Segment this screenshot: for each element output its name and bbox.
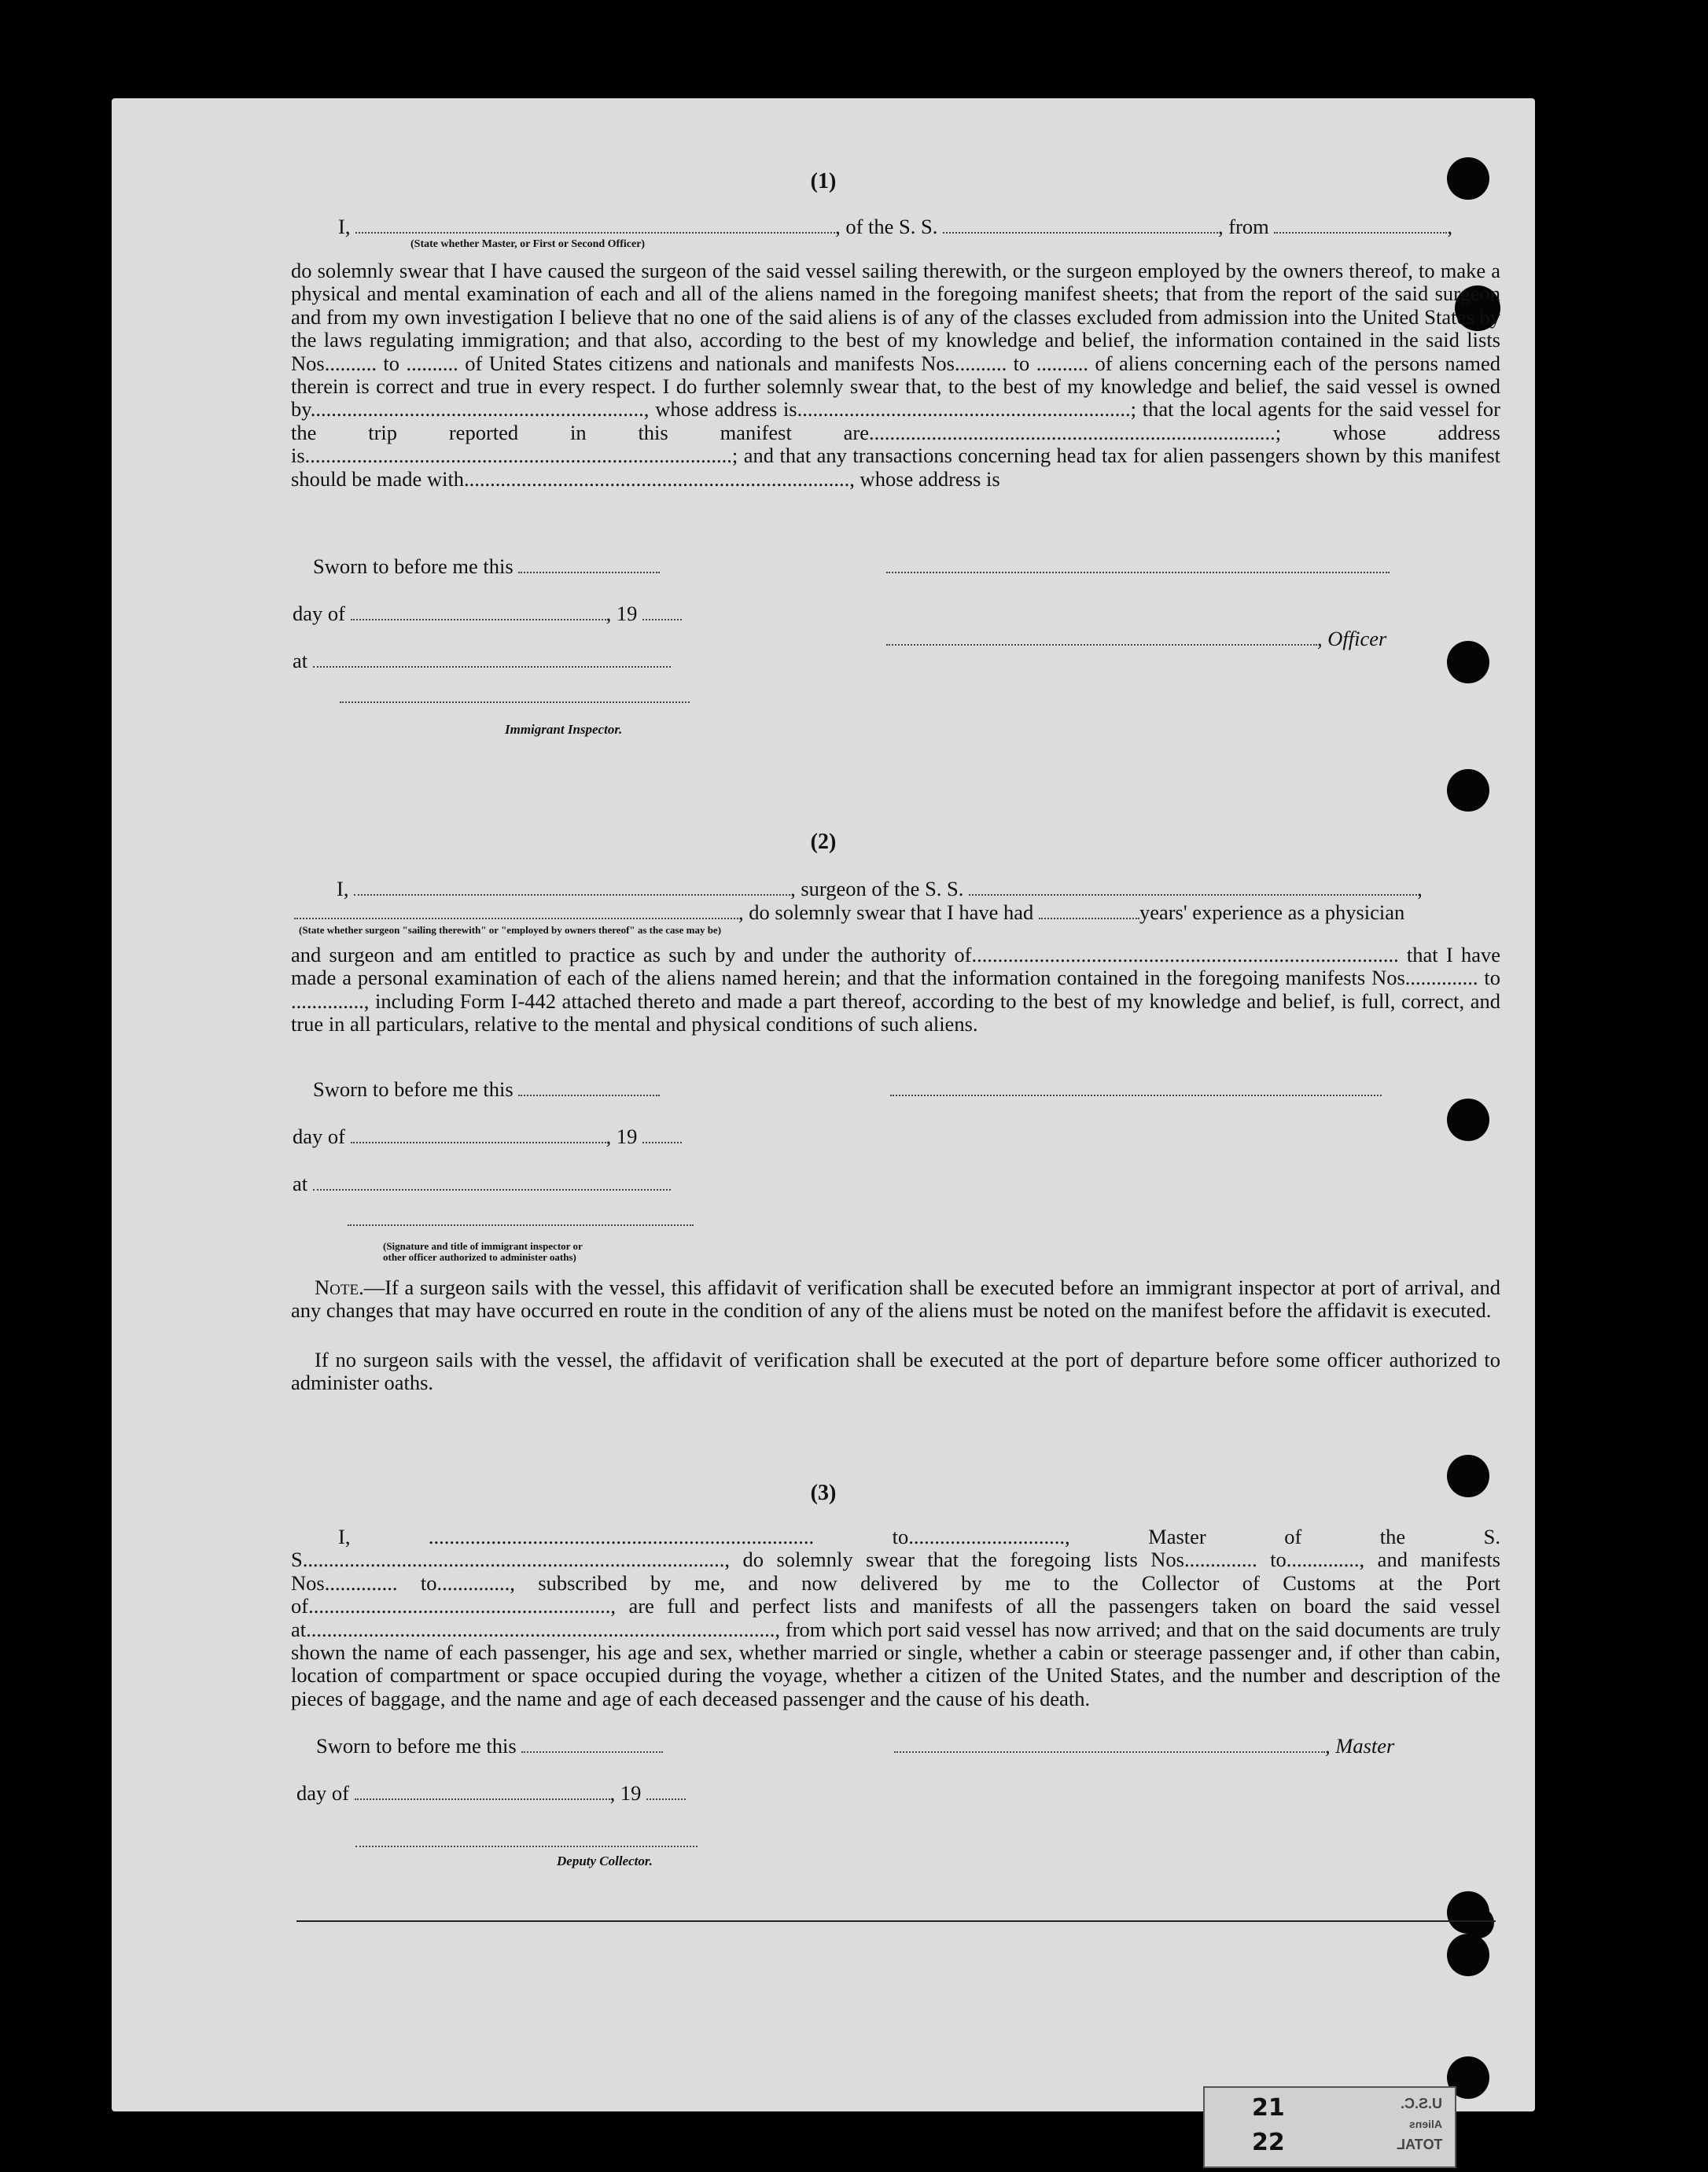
section-1-paragraph: do solemnly swear that I have caused the surgeon of the said vessel sailing therewith, or the surgeon employed by the owners thereof, to make a physical and mental examination of each and all of the aliens named in the foregoing manifest sheets; that from the report of the said surgeon and from my own investigation I believe that no one of the said aliens is of any of the classes excluded from admission into the United States by the laws regulating immigration; and that also, according to the best of my knowledge and belief, the information contained in the said lists Nos.......... to .......... of United States citizens and nationals and manifests Nos.......... to .......... of aliens concerning each of the persons named therein is correct and true in every respect. I do further solemnly swear that, to the best of my knowledge and belief, the said vessel is owned by................................................................, whose address is................................................................; that the local agents for the said vessel for the trip reported in this manifest are..............................................................................; whose address is..................................................................................; and that any transactions concerning head tax for alien passengers shown by this manifest should be made with.........................................................................., whose address is <box>291 259 1500 491</box>
pronoun-i: I, <box>337 877 349 900</box>
section-1-day-of <box>293 602 682 625</box>
place-blank <box>313 649 671 668</box>
surgeon-name-blank <box>354 877 790 896</box>
place-blank <box>313 1172 671 1191</box>
punch-hole <box>1447 1099 1489 1141</box>
surgeon-type-note: (State whether surgeon "sailing therewith" or "employed by owners thereof" as the case may be) <box>299 924 722 936</box>
section-2-signature-line <box>890 1077 1382 1101</box>
ship-name-blank <box>943 215 1218 234</box>
sworn-date-blank <box>518 1077 660 1096</box>
signature-note-line-2: other officer authorized to administer oaths) <box>383 1251 576 1263</box>
section-2-heading: (2) <box>810 830 837 854</box>
signature-note-line-1: (Signature and title of immigrant inspector or <box>383 1240 583 1252</box>
day-blank <box>355 1781 610 1800</box>
day-of-label: day of <box>293 1125 345 1148</box>
note-label: Note. <box>315 1276 364 1299</box>
section-3-paragraph: I, .......................................................................... to.............................., Master of the S. S................................................................................., do solemnly swear that the foregoing lists Nos.............. to.............., and manifests Nos.............. to.............., subscribed by me, and now delivered by me to the Collector of Customs at the Port of.........................................................., are full and perfect lists and manifests of all the passengers taken on board the said vessel at.........................................................................................., from which port said vessel has now arrived; and that on the said documents are truly shown the name of each passenger, his age and sex, whether married or single, whether a cabin or steerage passenger and, if other than cabin, location of compartment or space occupied during the voyage, whether a citizen of the United States, and the number and description of the pieces of baggage, and the name and age of each deceased passenger and the cause of his death. <box>291 1525 1500 1710</box>
section-3-day-of <box>296 1781 686 1805</box>
handwritten-count-1: 21 <box>1252 2094 1285 2122</box>
master-officer-note: (State whether Master, or First or Second Officer) <box>410 238 646 250</box>
year-label: , 19 <box>606 1125 638 1148</box>
stamp-label-3: TOTAL <box>1396 2137 1442 2152</box>
day-blank <box>351 1125 606 1143</box>
year-blank <box>642 1125 682 1143</box>
ship-name-blank <box>969 877 1417 896</box>
immigrant-inspector-caption: Immigrant Inspector. <box>505 722 623 737</box>
bottom-rule <box>296 1920 1496 1922</box>
sworn-label: Sworn to before me this <box>313 554 514 578</box>
sworn-label: Sworn to before me this <box>313 1077 514 1101</box>
signature-blank <box>890 1077 1382 1096</box>
day-of-label: day of <box>296 1781 349 1805</box>
swear-label: , do solemnly swear that I have had <box>738 900 1034 924</box>
from-label: , from <box>1218 215 1269 238</box>
section-2-second-line <box>294 900 1404 924</box>
note-paragraph <box>291 1276 1500 1347</box>
year-blank <box>646 1781 686 1800</box>
handwritten-count-2: 22 <box>1252 2129 1285 2156</box>
section-2-sworn <box>313 1077 660 1101</box>
section-3-sworn <box>316 1734 663 1758</box>
section-1-first-line <box>338 215 1452 238</box>
year-blank <box>642 602 682 620</box>
punch-hole <box>1447 1934 1489 1976</box>
punch-hole <box>1447 769 1489 812</box>
officer-blank <box>886 627 1317 646</box>
signature-blank <box>886 554 1390 573</box>
master-name-blank <box>355 215 835 234</box>
pronoun-i: I, <box>338 215 351 238</box>
section-2-inspector-line <box>348 1207 694 1231</box>
section-3-heading: (3) <box>810 1481 837 1505</box>
stamp-label-2: Aliens <box>1408 2118 1442 2130</box>
at-label: at <box>293 649 308 672</box>
master-label: , Master <box>1325 1734 1395 1758</box>
at-label: at <box>293 1172 308 1195</box>
ship-label: , of the S. S. <box>835 215 938 238</box>
note-text-2: If no surgeon sails with the vessel, the affidavit of verification shall be executed at the port of departure before some officer authorized to administer oaths. <box>291 1348 1500 1395</box>
section-3-master-line <box>894 1734 1394 1758</box>
section-1-signature-line <box>886 554 1390 578</box>
year-label: , 19 <box>606 602 638 625</box>
collector-signature-blank <box>355 1828 698 1847</box>
sworn-label: Sworn to before me this <box>316 1734 517 1758</box>
inspector-signature-blank <box>340 684 690 703</box>
note-paragraph-2 <box>291 1349 1500 1396</box>
tally-stamp <box>1203 2086 1456 2168</box>
day-of-label: day of <box>293 602 345 625</box>
surgeon-type-blank <box>294 900 738 919</box>
year-label: , 19 <box>609 1781 642 1805</box>
years-blank <box>1039 900 1139 919</box>
years-label: years' experience as a physician <box>1139 900 1405 924</box>
from-blank <box>1274 215 1447 234</box>
sworn-date-blank <box>521 1734 663 1753</box>
sworn-date-blank <box>518 554 660 573</box>
day-blank <box>351 602 606 620</box>
stamp-label-1: U.S.C. <box>1400 2096 1442 2111</box>
section-2-at <box>293 1172 671 1195</box>
section-2-first-line <box>337 877 1423 900</box>
officer-label: , Officer <box>1317 627 1387 650</box>
section-1-sworn <box>313 554 660 578</box>
note-text: —If a surgeon sails with the vessel, this affidavit of verification shall be executed before an immigrant inspector at port of arrival, and any changes that may have occurred en route in the condition of any of the aliens must be noted on the manifest before the affidavit is executed. <box>291 1276 1500 1323</box>
signature-title-note <box>383 1241 583 1263</box>
section-1-heading: (1) <box>810 169 837 193</box>
manifest-page <box>112 98 1535 2156</box>
section-3-collector-line <box>355 1828 698 1852</box>
comma: , <box>1417 877 1423 900</box>
section-2-day-of <box>293 1125 682 1148</box>
comma: , <box>1447 215 1453 238</box>
punch-hole <box>1447 641 1489 683</box>
section-1-inspector-line <box>340 684 690 708</box>
section-2-paragraph: and surgeon and am entitled to practice as such by and under the authority of.................................................................................. that I have made a personal examination of each of the aliens named herein; and that the information contained in the foregoing manifests Nos.............. to .............., including Form I-442 attached thereto and made a part thereof, according to the best of my knowledge and belief, is full, correct, and true in all particulars, relative to the mental and physical conditions of such aliens. <box>291 943 1500 1036</box>
section-1-at <box>293 649 671 672</box>
deputy-collector-caption: Deputy Collector. <box>557 1854 653 1868</box>
surgeon-ship-label: , surgeon of the S. S. <box>790 877 964 900</box>
inspector-signature-blank <box>348 1207 694 1226</box>
section-1-officer-line <box>886 627 1386 650</box>
master-signature-blank <box>894 1734 1325 1753</box>
